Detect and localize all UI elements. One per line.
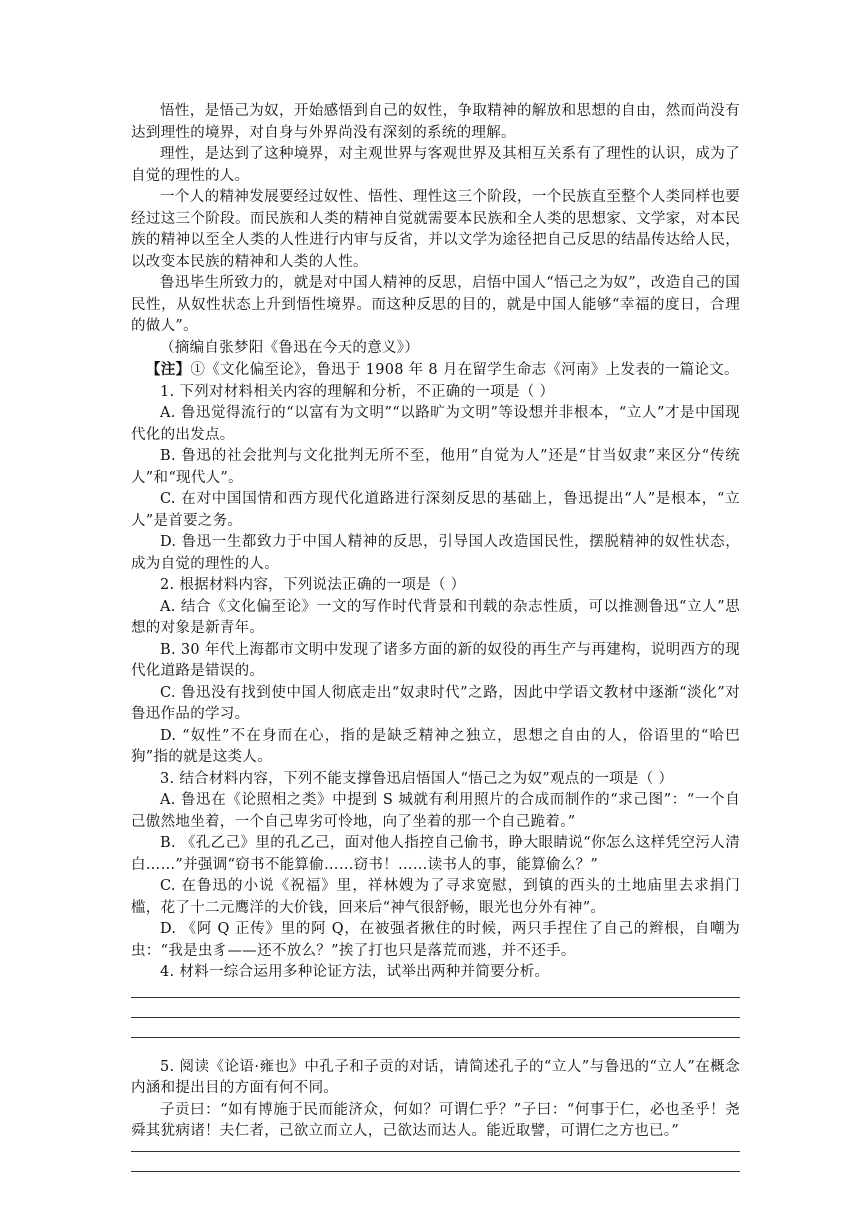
- question-3-option-d: D. 《阿 Q 正传》里的阿 Q，在被强者揪住的时候，两只手捏住了自己的辫根，自嘲为虫：“我是虫豸——还不放么？”挨了打也只是落荒而逃，并不还手。: [131, 921, 740, 959]
- question-1-option-d: D. 鲁迅一生都致力于中国人精神的反思，引导国人改造国民性，摆脱精神的奴性状态，成为自觉的理性的人。: [131, 534, 740, 572]
- answer-line: [131, 1017, 740, 1018]
- answer-line: [131, 1151, 740, 1152]
- question-3-option-c: C. 在鲁迅的小说《祝福》里，祥林嫂为了寻求宽慰，到镇的西头的土地庙里去求捐门槛，花了十二元鹰洋的大价钱，回来后“神气很舒畅，眼光也分外有神”。: [131, 878, 740, 916]
- paragraph-lixing: 理性，是达到了这种境界，对主观世界与客观世界及其相互关系有了理性的认识，成为了自觉的理性的人。: [131, 146, 740, 184]
- question-2-option-c: C. 鲁迅没有找到使中国人彻底走出“奴隶时代”之路，因此中学语文教材中逐渐“淡化”对鲁迅作品的学习。: [131, 684, 740, 722]
- question-2-option-d: D. “奴性”不在身而在心，指的是缺乏精神之独立，思想之自由的人，俗语里的“哈巴狗”指的就是这类人。: [131, 727, 740, 765]
- question-4-stem: 4. 材料一综合运用多种论证方法，试举出两种并简要分析。: [160, 964, 550, 980]
- question-1-option-b: B. 鲁迅的社会批判与文化批判无所不至，他用“自觉为人”还是“甘当奴隶”来区分“传统人”和“现代人”。: [131, 448, 740, 486]
- note-text: ①《文化偏至论》，鲁迅于 1908 年 8 月在留学生命志《河南》上发表的一篇论文。: [190, 362, 739, 378]
- paragraph-three-stages: 一个人的精神发展要经过奴性、悟性、理性这三个阶段，一个民族直至整个人类同样也要经过这三个阶段。而民族和人类的精神自觉就需要本民族和全人类的思想家、文学家，对本民族的精神以至全人类的人性进行内审与反省，并以文学为途径把自己反思的结晶传达给人民，以改变本民族的精神和人类的人性。: [131, 189, 740, 270]
- question-4-answer-area[interactable]: [131, 997, 740, 1038]
- answer-line: [131, 1171, 740, 1172]
- question-5-answer-area[interactable]: [131, 1151, 740, 1172]
- source-citation: （摘编自张梦阳《鲁迅在今天的意义》）: [160, 339, 420, 356]
- question-5-stem: 5. 阅读《论语·雍也》中孔子和子贡的对话，请简述孔子的“立人”与鲁迅的“立人”在概念内涵和提出目的方面有何不同。: [131, 1058, 740, 1096]
- question-1-option-c: C. 在对中国国情和西方现代化道路进行深刻反思的基础上，鲁迅提出“人”是根本，“立人”是首要之务。: [131, 491, 740, 529]
- paragraph-luxun-effort: 鲁迅毕生所致力的，就是对中国人精神的反思，启悟中国人“悟己之为奴”，改造自己的国民性，从奴性状态上升到悟性境界。而这种反思的目的，就是中国人能够“幸福的度日，合理的做人”。: [131, 275, 740, 334]
- question-1-stem: 1. 下列对材料相关内容的理解和分析，不正确的一项是（ ）: [160, 383, 555, 400]
- question-3-stem: 3. 结合材料内容，下列不能支撑鲁迅启悟国人“悟己之为奴”观点的一项是（ ）: [160, 770, 674, 787]
- question-2-option-a: A. 结合《文化偏至论》一文的写作时代背景和刊载的杂志性质，可以推测鲁迅“立人”思想的对象是新青年。: [131, 598, 740, 636]
- note-label: 【注】: [146, 361, 191, 378]
- question-3-option-b: B. 《孔乙己》里的孔乙己，面对他人指控自己偷书，睁大眼睛说“你怎么这样凭空污人清白……”并强调“窃书不能算偷……窃书！……读书人的事，能算偷么？”: [131, 835, 740, 873]
- answer-line: [131, 1037, 740, 1038]
- question-2-option-b: B. 30 年代上海都市文明中发现了诸多方面的新的奴役的再生产与再建构，说明西方的现代化道路是错误的。: [131, 641, 740, 679]
- answer-line: [131, 997, 740, 998]
- question-3-option-a: A. 鲁迅在《论照相之类》中提到 S 城就有利用照片的合成而制作的“求己图”：“一个自己傲然地坐着，一个自己卑劣可怜地，向了坐着的那一个自己跪着。”: [131, 792, 740, 830]
- paragraph-wuxing: 悟性，是悟己为奴，开始感悟到自己的奴性，争取精神的解放和思想的自由，然而尚没有达到理性的境界，对自身与外界尚没有深刻的系统的理解。: [131, 103, 740, 141]
- question-1-option-a: A. 鲁迅觉得流行的“以富有为文明”“以路旷为文明”等设想并非根本，“立人”才是中国现代化的出发点。: [131, 405, 740, 443]
- question-2-stem: 2. 根据材料内容，下列说法正确的一项是（ ）: [160, 577, 466, 593]
- note: [131, 359, 740, 382]
- question-5-quote: 子贡曰：“如有博施于民而能济众，何如？可谓仁乎？”子曰：“何事于仁，必也圣乎！尧舜其犹病诸！夫仁者，己欲立而立人，己欲达而达人。能近取譬，可谓仁之方也已。”: [131, 1101, 740, 1139]
